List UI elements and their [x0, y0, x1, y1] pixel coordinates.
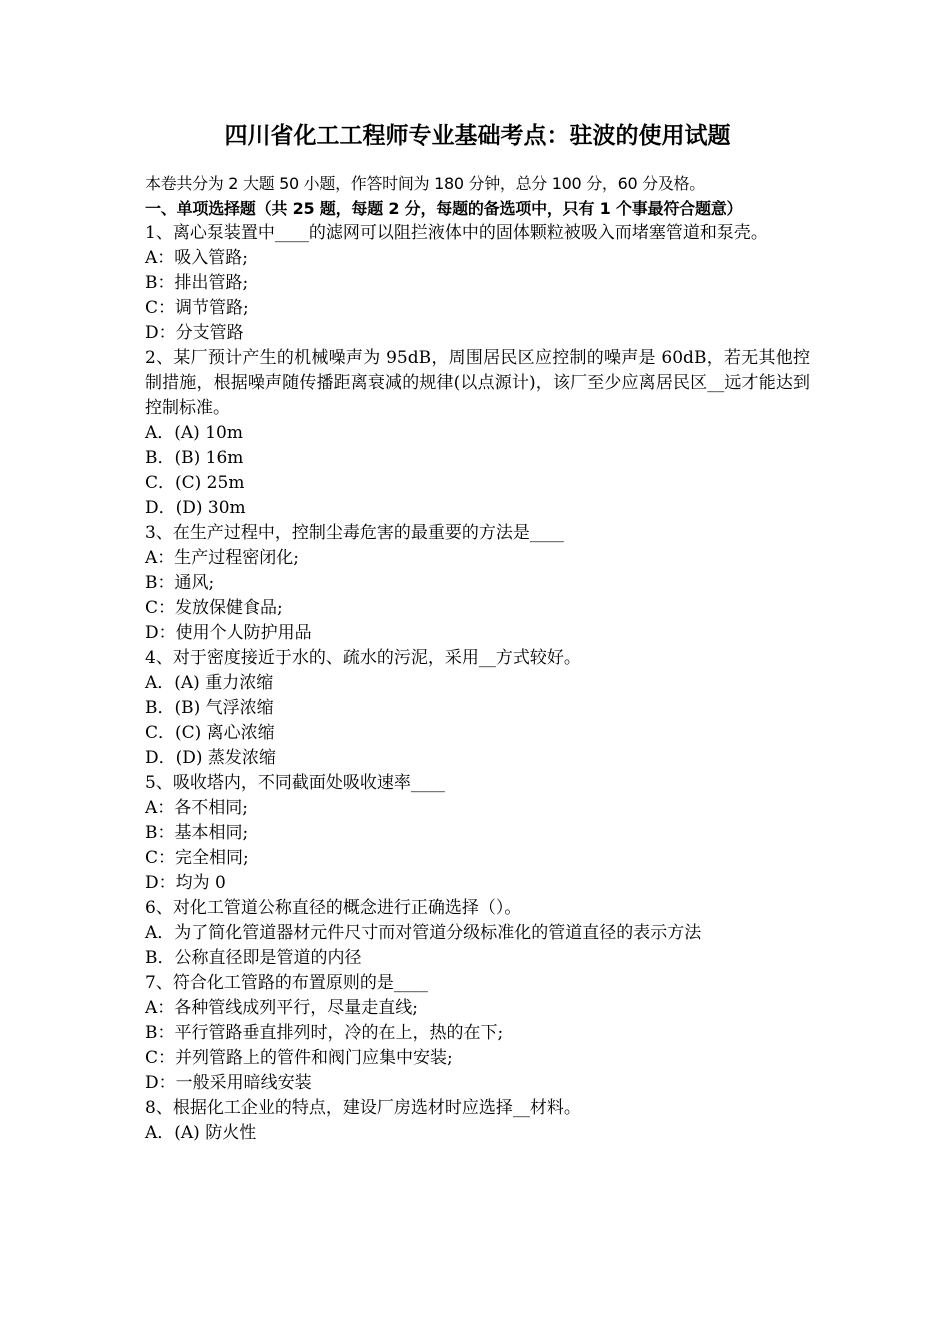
question-stem: 4、对于密度接近于水的、疏水的污泥，采用__方式较好。 — [145, 648, 581, 668]
question-1 — [145, 221, 810, 346]
answer-option: B．(B) 16m — [145, 448, 244, 468]
section-heading: 一、单项选择题（共 25 题，每题 2 分，每题的备选项中，只有 1 个事最符合题意） — [145, 199, 743, 218]
document-page — [145, 116, 810, 1146]
document-title: 四川省化工工程师专业基础考点：驻波的使用试题 — [224, 123, 731, 149]
answer-option: C：完全相同; — [145, 848, 249, 868]
answer-option: A．为了简化管道器材元件尺寸而对管道分级标准化的管道直径的表示方法 — [145, 923, 702, 943]
answer-option: B：排出管路; — [145, 273, 249, 293]
question-stem: 8、根据化工企业的特点，建设厂房选材时应选择__材料。 — [145, 1098, 581, 1118]
question-stem: 7、符合化工管路的布置原则的是____ — [145, 973, 428, 993]
answer-option: D：分支管路 — [145, 323, 244, 343]
question-8 — [145, 1096, 810, 1146]
answer-option: C．(C) 离心浓缩 — [145, 723, 275, 743]
question-stem: 1、离心泵装置中____的滤网可以阻拦液体中的固体颗粒被吸入而堵塞管道和泵壳。 — [145, 223, 768, 243]
question-stem: 5、吸收塔内，不同截面处吸收速率____ — [145, 773, 445, 793]
answer-option: A．(A) 重力浓缩 — [145, 673, 274, 693]
answer-option: D．(D) 30m — [145, 498, 246, 518]
question-7 — [145, 971, 810, 1096]
answer-option: A．(A) 10m — [145, 423, 243, 443]
answer-option: D：一般采用暗线安装 — [145, 1073, 312, 1093]
answer-option: A：各不相同; — [145, 798, 249, 818]
question-2 — [145, 346, 810, 521]
answer-option: C：并列管路上的管件和阀门应集中安装; — [145, 1048, 453, 1068]
answer-option: D：均为 0 — [145, 873, 226, 893]
answer-option: A：吸入管路; — [145, 248, 249, 268]
answer-option: A．(A) 防火性 — [145, 1123, 257, 1143]
answer-option: C：发放保健食品; — [145, 598, 283, 618]
answer-option: B．(B) 气浮浓缩 — [145, 698, 274, 718]
answer-option: A：生产过程密闭化; — [145, 548, 300, 568]
answer-option: A：各种管线成列平行，尽量走直线; — [145, 998, 419, 1018]
question-stem: 2、某厂预计产生的机械噪声为 95dB，周围居民区应控制的噪声是 60dB，若无其他控制措施，根据噪声随传播距离衰减的规律(以点源计)，该厂至少应离居民区__远才能达到控制标准。 — [145, 348, 810, 418]
answer-option: C．(C) 25m — [145, 473, 245, 493]
question-stem: 3、在生产过程中，控制尘毒危害的最重要的方法是____ — [145, 523, 564, 543]
question-stem: 6、对化工管道公称直径的概念进行正确选择（）。 — [145, 898, 522, 918]
answer-option: B：通风; — [145, 573, 215, 593]
question-list — [145, 221, 810, 1146]
question-5 — [145, 771, 810, 896]
question-4 — [145, 646, 810, 771]
answer-option: D．(D) 蒸发浓缩 — [145, 748, 276, 768]
answer-option: B．公称直径即是管道的内径 — [145, 948, 362, 968]
answer-option: C：调节管路; — [145, 298, 249, 318]
answer-option: B：平行管路垂直排列时，冷的在上，热的在下; — [145, 1023, 504, 1043]
answer-option: D：使用个人防护用品 — [145, 623, 312, 643]
question-3 — [145, 521, 810, 646]
answer-option: B：基本相同; — [145, 823, 249, 843]
exam-instructions: 本卷共分为 2 大题 50 小题，作答时间为 180 分钟，总分 100 分，60 分及格。 — [145, 174, 705, 193]
question-6 — [145, 896, 810, 971]
